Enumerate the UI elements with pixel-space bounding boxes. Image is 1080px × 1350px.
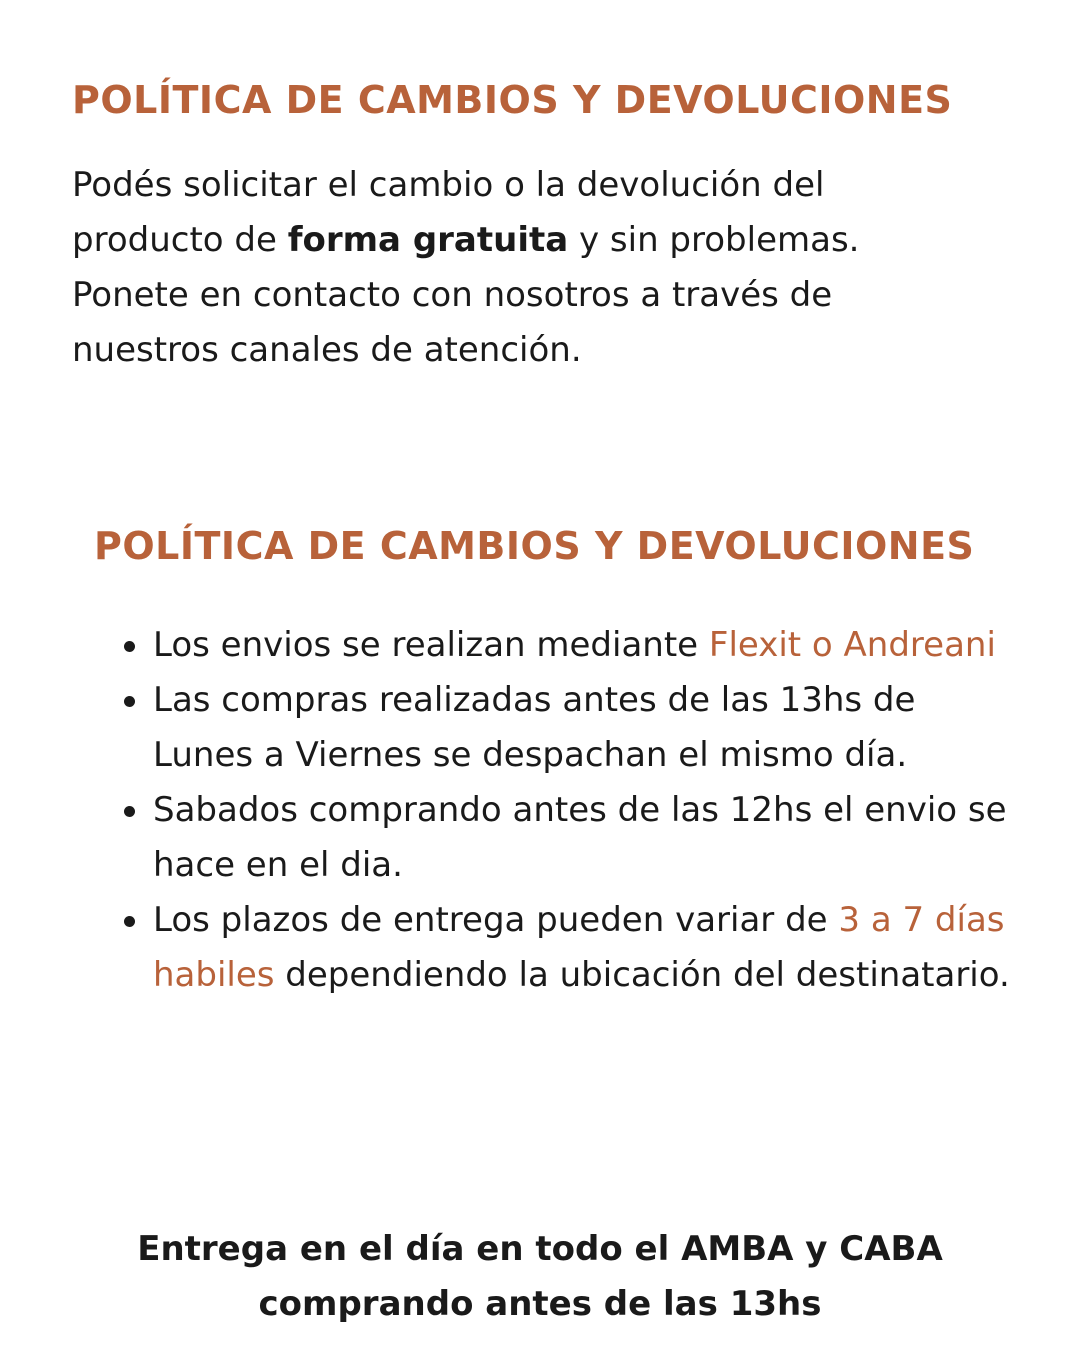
footer-line-2: comprando antes de las 13hs [258,1284,822,1324]
delivery-days-highlight: 3 a 7 días habiles [153,900,1005,995]
paragraph-text: Podés solicitar el cambio o la devolución del producto de [72,165,825,260]
same-day-delivery-note [0,1222,1080,1332]
section-title-returns-policy: POLÍTICA DE CAMBIOS Y DEVOLUCIONES [72,78,953,122]
list-item-text: Sabados comprando antes de las 12hs el envio se hace en el dia. [153,790,1007,885]
list-item-carriers [0,618,1013,673]
list-item-text-after: dependiendo la ubicación del destinatario. [274,955,1010,995]
section-title-shipping-policy: POLÍTICA DE CAMBIOS Y DEVOLUCIONES [94,524,975,568]
list-item-text: Los envios se realizan mediante [153,625,709,665]
paragraph-text-continued: y sin problemas. Ponete en contacto con nosotros a través de nuestros canales de atención. [72,220,860,370]
footer-line-1: Entrega en el día en todo el AMBA y CABA [137,1229,943,1269]
free-of-charge-emphasis: forma gratuita [287,220,569,260]
returns-policy-paragraph [72,158,972,378]
list-item-delivery-times [0,893,1013,1003]
shipping-info-list [0,618,1013,1003]
list-item-saturday-dispatch [0,783,1013,893]
carriers-highlight: Flexit o Andreani [708,625,996,665]
list-item-weekday-dispatch [0,673,1013,783]
list-item-text: Los plazos de entrega pueden variar de [153,900,839,940]
list-item-text: Las compras realizadas antes de las 13hs de Lunes a Viernes se despachan el mismo día. [153,680,916,775]
